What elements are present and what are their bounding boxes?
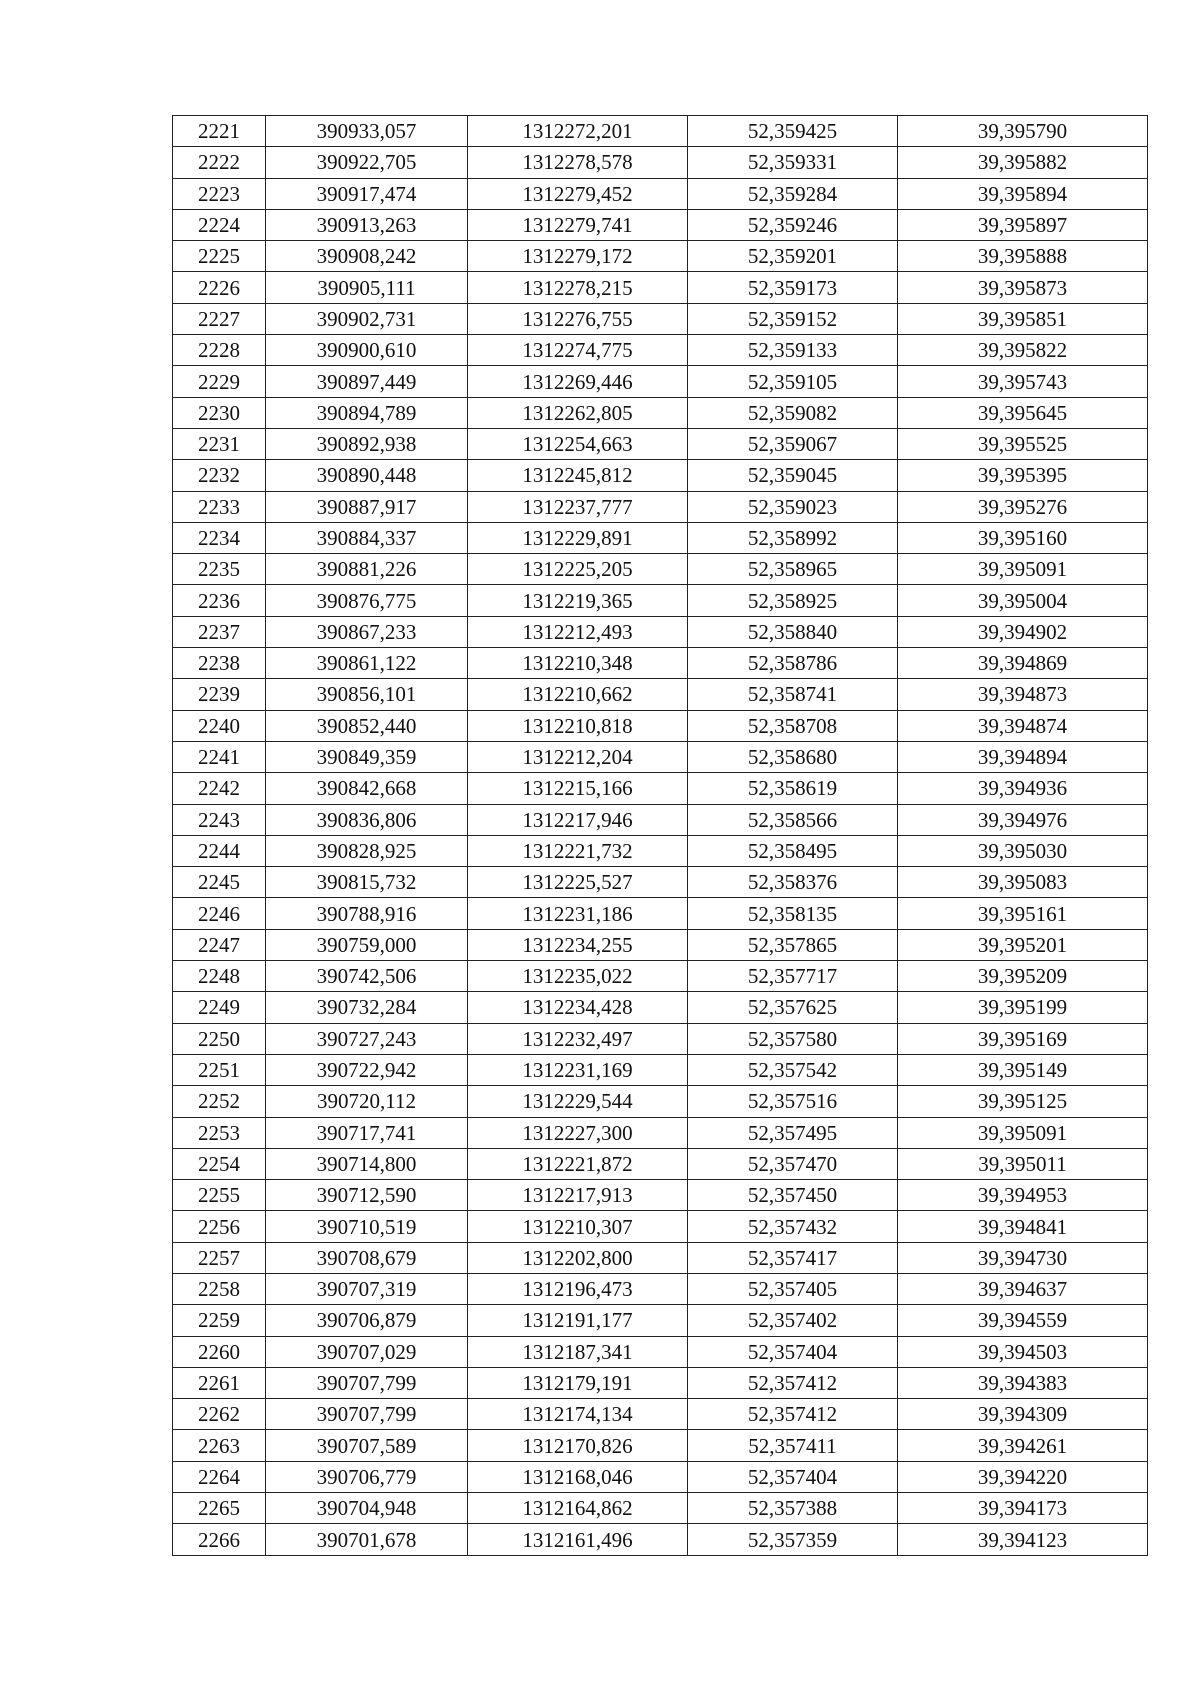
latitude-cell: 52,357717 [688,961,898,992]
latitude-cell: 52,358992 [688,522,898,553]
coord-x-cell: 390707,589 [266,1430,468,1461]
coord-y-cell: 1312272,201 [468,116,688,147]
coord-y-cell: 1312187,341 [468,1336,688,1367]
latitude-cell: 52,357388 [688,1493,898,1524]
table-row [173,1054,1148,1085]
point-number-cell: 2260 [173,1336,266,1367]
coord-y-cell: 1312210,348 [468,648,688,679]
coord-x-cell: 390905,111 [266,272,468,303]
coord-y-cell: 1312229,544 [468,1086,688,1117]
coord-y-cell: 1312237,777 [468,491,688,522]
point-number-cell: 2233 [173,491,266,522]
point-number-cell: 2247 [173,929,266,960]
coord-x-cell: 390902,731 [266,303,468,334]
longitude-cell: 39,395894 [898,178,1148,209]
longitude-cell: 39,395851 [898,303,1148,334]
point-number-cell: 2258 [173,1273,266,1304]
table-row [173,397,1148,428]
table-row [173,460,1148,491]
latitude-cell: 52,358566 [688,804,898,835]
coord-x-cell: 390887,917 [266,491,468,522]
coord-x-cell: 390710,519 [266,1211,468,1242]
table-row [173,898,1148,929]
longitude-cell: 39,395004 [898,585,1148,616]
coord-x-cell: 390704,948 [266,1493,468,1524]
table-row [173,1336,1148,1367]
longitude-cell: 39,395083 [898,867,1148,898]
point-number-cell: 2256 [173,1211,266,1242]
coord-x-cell: 390720,112 [266,1086,468,1117]
point-number-cell: 2222 [173,147,266,178]
coord-y-cell: 1312262,805 [468,397,688,428]
point-number-cell: 2248 [173,961,266,992]
coord-x-cell: 390897,449 [266,366,468,397]
coord-y-cell: 1312278,578 [468,147,688,178]
latitude-cell: 52,358925 [688,585,898,616]
coord-x-cell: 390894,789 [266,397,468,428]
point-number-cell: 2224 [173,209,266,240]
coord-x-cell: 390707,799 [266,1399,468,1430]
coord-y-cell: 1312279,172 [468,241,688,272]
longitude-cell: 39,395276 [898,491,1148,522]
table-row [173,1242,1148,1273]
latitude-cell: 52,359067 [688,428,898,459]
coord-y-cell: 1312231,169 [468,1054,688,1085]
table-row [173,835,1148,866]
coord-y-cell: 1312274,775 [468,335,688,366]
longitude-cell: 39,394637 [898,1273,1148,1304]
table-row [173,554,1148,585]
coord-y-cell: 1312227,300 [468,1117,688,1148]
latitude-cell: 52,357450 [688,1180,898,1211]
latitude-cell: 52,359023 [688,491,898,522]
coord-x-cell: 390881,226 [266,554,468,585]
coord-x-cell: 390876,775 [266,585,468,616]
point-number-cell: 2261 [173,1367,266,1398]
latitude-cell: 52,357404 [688,1461,898,1492]
coord-y-cell: 1312179,191 [468,1367,688,1398]
latitude-cell: 52,357470 [688,1148,898,1179]
point-number-cell: 2249 [173,992,266,1023]
table-row [173,1086,1148,1117]
table-row [173,648,1148,679]
latitude-cell: 52,359105 [688,366,898,397]
coord-y-cell: 1312234,428 [468,992,688,1023]
point-number-cell: 2265 [173,1493,266,1524]
latitude-cell: 52,357412 [688,1399,898,1430]
latitude-cell: 52,358965 [688,554,898,585]
coord-x-cell: 390856,101 [266,679,468,710]
point-number-cell: 2264 [173,1461,266,1492]
table-row [173,1211,1148,1242]
point-number-cell: 2259 [173,1305,266,1336]
longitude-cell: 39,395199 [898,992,1148,1023]
longitude-cell: 39,394874 [898,710,1148,741]
coord-y-cell: 1312215,166 [468,773,688,804]
coord-y-cell: 1312225,527 [468,867,688,898]
longitude-cell: 39,394873 [898,679,1148,710]
longitude-cell: 39,394309 [898,1399,1148,1430]
coord-y-cell: 1312170,826 [468,1430,688,1461]
longitude-cell: 39,394173 [898,1493,1148,1524]
table-row [173,272,1148,303]
coord-y-cell: 1312164,862 [468,1493,688,1524]
point-number-cell: 2240 [173,710,266,741]
coord-x-cell: 390892,938 [266,428,468,459]
table-row [173,1273,1148,1304]
coord-y-cell: 1312269,446 [468,366,688,397]
point-number-cell: 2245 [173,867,266,898]
latitude-cell: 52,359425 [688,116,898,147]
longitude-cell: 39,394841 [898,1211,1148,1242]
longitude-cell: 39,395201 [898,929,1148,960]
coord-y-cell: 1312212,204 [468,741,688,772]
latitude-cell: 52,358135 [688,898,898,929]
table-row [173,1023,1148,1054]
latitude-cell: 52,357865 [688,929,898,960]
point-number-cell: 2266 [173,1524,266,1555]
table-row [173,867,1148,898]
table-row [173,1117,1148,1148]
coord-y-cell: 1312232,497 [468,1023,688,1054]
table-row [173,1493,1148,1524]
coord-x-cell: 390913,263 [266,209,468,240]
latitude-cell: 52,359201 [688,241,898,272]
point-number-cell: 2237 [173,616,266,647]
table-row [173,679,1148,710]
table-row [173,1180,1148,1211]
point-number-cell: 2242 [173,773,266,804]
longitude-cell: 39,395888 [898,241,1148,272]
latitude-cell: 52,358680 [688,741,898,772]
table-row [173,929,1148,960]
point-number-cell: 2235 [173,554,266,585]
table-row [173,335,1148,366]
coord-y-cell: 1312229,891 [468,522,688,553]
latitude-cell: 52,358376 [688,867,898,898]
table-row [173,491,1148,522]
coord-x-cell: 390707,029 [266,1336,468,1367]
table-row [173,992,1148,1023]
coord-x-cell: 390828,925 [266,835,468,866]
coord-x-cell: 390917,474 [266,178,468,209]
longitude-cell: 39,394953 [898,1180,1148,1211]
coord-x-cell: 390706,879 [266,1305,468,1336]
point-number-cell: 2230 [173,397,266,428]
table-row [173,428,1148,459]
coord-y-cell: 1312278,215 [468,272,688,303]
point-number-cell: 2238 [173,648,266,679]
coord-x-cell: 390922,705 [266,147,468,178]
coord-x-cell: 390722,942 [266,1054,468,1085]
coord-x-cell: 390712,590 [266,1180,468,1211]
point-number-cell: 2225 [173,241,266,272]
coord-x-cell: 390815,732 [266,867,468,898]
table-row [173,147,1148,178]
latitude-cell: 52,358840 [688,616,898,647]
coord-y-cell: 1312174,134 [468,1399,688,1430]
longitude-cell: 39,395011 [898,1148,1148,1179]
coord-y-cell: 1312217,946 [468,804,688,835]
coord-x-cell: 390707,319 [266,1273,468,1304]
table-row [173,1430,1148,1461]
coord-x-cell: 390884,337 [266,522,468,553]
coord-x-cell: 390759,000 [266,929,468,960]
longitude-cell: 39,395395 [898,460,1148,491]
latitude-cell: 52,358786 [688,648,898,679]
table-row [173,804,1148,835]
coord-y-cell: 1312161,496 [468,1524,688,1555]
longitude-cell: 39,395161 [898,898,1148,929]
latitude-cell: 52,357405 [688,1273,898,1304]
longitude-cell: 39,394261 [898,1430,1148,1461]
coord-x-cell: 390717,741 [266,1117,468,1148]
point-number-cell: 2263 [173,1430,266,1461]
latitude-cell: 52,357402 [688,1305,898,1336]
coord-y-cell: 1312235,022 [468,961,688,992]
coord-x-cell: 390867,233 [266,616,468,647]
point-number-cell: 2254 [173,1148,266,1179]
coord-y-cell: 1312221,732 [468,835,688,866]
table-row [173,303,1148,334]
coord-x-cell: 390742,506 [266,961,468,992]
table-row [173,116,1148,147]
coord-x-cell: 390707,799 [266,1367,468,1398]
latitude-cell: 52,357516 [688,1086,898,1117]
coord-y-cell: 1312212,493 [468,616,688,647]
coord-y-cell: 1312245,812 [468,460,688,491]
coord-y-cell: 1312279,452 [468,178,688,209]
longitude-cell: 39,395873 [898,272,1148,303]
longitude-cell: 39,394383 [898,1367,1148,1398]
coord-y-cell: 1312210,818 [468,710,688,741]
table-row [173,710,1148,741]
coord-x-cell: 390852,440 [266,710,468,741]
coord-x-cell: 390890,448 [266,460,468,491]
point-number-cell: 2236 [173,585,266,616]
coord-y-cell: 1312276,755 [468,303,688,334]
latitude-cell: 52,358495 [688,835,898,866]
coord-y-cell: 1312225,205 [468,554,688,585]
latitude-cell: 52,357432 [688,1211,898,1242]
longitude-cell: 39,395897 [898,209,1148,240]
latitude-cell: 52,357542 [688,1054,898,1085]
table-row [173,209,1148,240]
point-number-cell: 2227 [173,303,266,334]
point-number-cell: 2257 [173,1242,266,1273]
coord-y-cell: 1312217,913 [468,1180,688,1211]
coord-x-cell: 390842,668 [266,773,468,804]
coord-y-cell: 1312196,473 [468,1273,688,1304]
table-row [173,1461,1148,1492]
latitude-cell: 52,359284 [688,178,898,209]
point-number-cell: 2250 [173,1023,266,1054]
longitude-cell: 39,395882 [898,147,1148,178]
latitude-cell: 52,359246 [688,209,898,240]
point-number-cell: 2253 [173,1117,266,1148]
table-row [173,178,1148,209]
point-number-cell: 2262 [173,1399,266,1430]
longitude-cell: 39,395169 [898,1023,1148,1054]
longitude-cell: 39,394894 [898,741,1148,772]
table-row [173,616,1148,647]
coord-y-cell: 1312234,255 [468,929,688,960]
latitude-cell: 52,359082 [688,397,898,428]
coord-x-cell: 390706,779 [266,1461,468,1492]
coord-x-cell: 390727,243 [266,1023,468,1054]
longitude-cell: 39,394503 [898,1336,1148,1367]
table-row [173,1305,1148,1336]
table-row [173,522,1148,553]
longitude-cell: 39,395030 [898,835,1148,866]
longitude-cell: 39,394559 [898,1305,1148,1336]
point-number-cell: 2221 [173,116,266,147]
latitude-cell: 52,357412 [688,1367,898,1398]
coord-y-cell: 1312279,741 [468,209,688,240]
latitude-cell: 52,359331 [688,147,898,178]
point-number-cell: 2239 [173,679,266,710]
latitude-cell: 52,357411 [688,1430,898,1461]
table-row [173,241,1148,272]
latitude-cell: 52,357495 [688,1117,898,1148]
coord-x-cell: 390788,916 [266,898,468,929]
latitude-cell: 52,359045 [688,460,898,491]
table-row [173,585,1148,616]
point-number-cell: 2231 [173,428,266,459]
longitude-cell: 39,395645 [898,397,1148,428]
point-number-cell: 2234 [173,522,266,553]
longitude-cell: 39,394902 [898,616,1148,647]
coord-x-cell: 390849,359 [266,741,468,772]
coordinates-table [172,115,1148,1556]
coord-x-cell: 390732,284 [266,992,468,1023]
longitude-cell: 39,395091 [898,554,1148,585]
coord-x-cell: 390900,610 [266,335,468,366]
coord-y-cell: 1312168,046 [468,1461,688,1492]
point-number-cell: 2246 [173,898,266,929]
coord-x-cell: 390714,800 [266,1148,468,1179]
coord-y-cell: 1312202,800 [468,1242,688,1273]
table-row [173,1399,1148,1430]
coord-x-cell: 390701,678 [266,1524,468,1555]
latitude-cell: 52,358741 [688,679,898,710]
coord-y-cell: 1312254,663 [468,428,688,459]
latitude-cell: 52,359152 [688,303,898,334]
point-number-cell: 2226 [173,272,266,303]
latitude-cell: 52,357580 [688,1023,898,1054]
point-number-cell: 2252 [173,1086,266,1117]
longitude-cell: 39,395125 [898,1086,1148,1117]
longitude-cell: 39,395525 [898,428,1148,459]
longitude-cell: 39,395743 [898,366,1148,397]
point-number-cell: 2232 [173,460,266,491]
coord-x-cell: 390836,806 [266,804,468,835]
point-number-cell: 2243 [173,804,266,835]
longitude-cell: 39,394730 [898,1242,1148,1273]
table-row [173,961,1148,992]
coord-y-cell: 1312191,177 [468,1305,688,1336]
longitude-cell: 39,394123 [898,1524,1148,1555]
longitude-cell: 39,395209 [898,961,1148,992]
coord-y-cell: 1312210,662 [468,679,688,710]
coord-x-cell: 390861,122 [266,648,468,679]
latitude-cell: 52,358619 [688,773,898,804]
table-row [173,773,1148,804]
latitude-cell: 52,359133 [688,335,898,366]
point-number-cell: 2251 [173,1054,266,1085]
point-number-cell: 2255 [173,1180,266,1211]
longitude-cell: 39,395822 [898,335,1148,366]
table-row [173,1367,1148,1398]
point-number-cell: 2228 [173,335,266,366]
longitude-cell: 39,394936 [898,773,1148,804]
latitude-cell: 52,357417 [688,1242,898,1273]
latitude-cell: 52,357404 [688,1336,898,1367]
latitude-cell: 52,359173 [688,272,898,303]
coord-y-cell: 1312221,872 [468,1148,688,1179]
longitude-cell: 39,394976 [898,804,1148,835]
latitude-cell: 52,357359 [688,1524,898,1555]
coord-x-cell: 390908,242 [266,241,468,272]
coord-x-cell: 390933,057 [266,116,468,147]
longitude-cell: 39,394220 [898,1461,1148,1492]
point-number-cell: 2229 [173,366,266,397]
point-number-cell: 2223 [173,178,266,209]
table-row [173,1524,1148,1555]
point-number-cell: 2244 [173,835,266,866]
coord-y-cell: 1312219,365 [468,585,688,616]
point-number-cell: 2241 [173,741,266,772]
longitude-cell: 39,395160 [898,522,1148,553]
longitude-cell: 39,394869 [898,648,1148,679]
longitude-cell: 39,395790 [898,116,1148,147]
coordinates-table-body [173,116,1148,1556]
table-row [173,366,1148,397]
coord-x-cell: 390708,679 [266,1242,468,1273]
longitude-cell: 39,395091 [898,1117,1148,1148]
table-row [173,1148,1148,1179]
table-row [173,741,1148,772]
latitude-cell: 52,357625 [688,992,898,1023]
coord-y-cell: 1312231,186 [468,898,688,929]
longitude-cell: 39,395149 [898,1054,1148,1085]
coord-y-cell: 1312210,307 [468,1211,688,1242]
latitude-cell: 52,358708 [688,710,898,741]
